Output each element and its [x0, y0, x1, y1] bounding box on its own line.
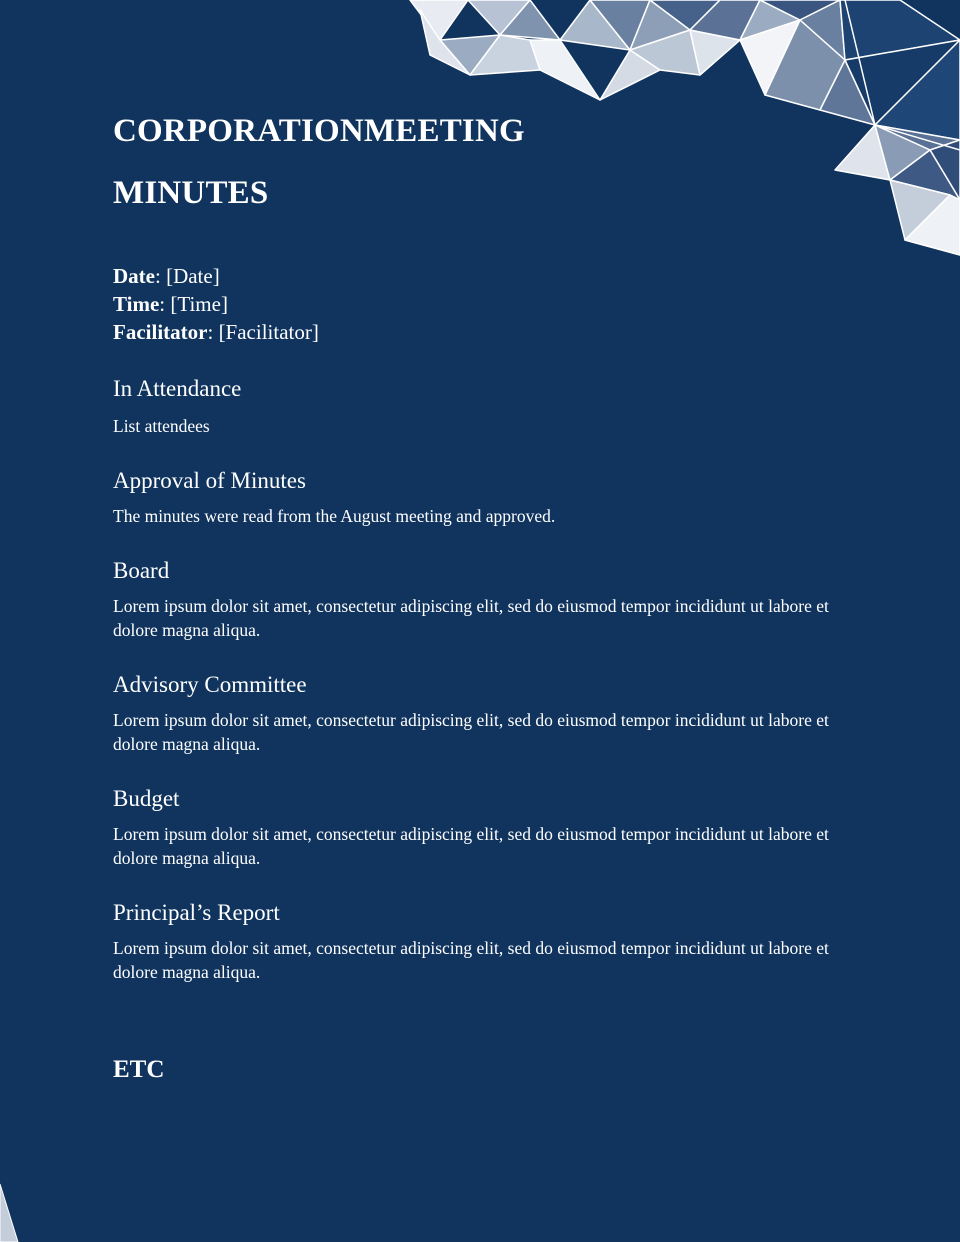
time-value: [Time] [170, 292, 228, 316]
section-principals-report [113, 898, 833, 984]
section-body: List attendees [113, 416, 210, 436]
meeting-time: Time: [Time] [113, 292, 228, 316]
closing-text: ETC [113, 1056, 165, 1083]
section-body: Lorem ipsum dolor sit amet, consectetur adipiscing elit, sed do eiusmod tempor incididunt ut labore et dolore magna aliqua. [113, 710, 829, 754]
section-board [113, 556, 833, 642]
section-heading: Approval of Minutes [113, 468, 306, 493]
date-label: Date [113, 264, 155, 288]
document-body [113, 100, 833, 1086]
document-title-line-1: CORPORATIONMEETING [113, 113, 525, 149]
meeting-date: Date: [Date] [113, 264, 220, 288]
time-label: Time [113, 292, 160, 316]
document-title-line-2: MINUTES [113, 175, 269, 211]
section-heading: Budget [113, 786, 180, 811]
geometric-triangle-fragment [0, 1170, 40, 1242]
section-heading: Board [113, 558, 170, 583]
document-title [113, 100, 833, 224]
meeting-details [113, 262, 833, 346]
section-budget [113, 784, 833, 870]
meeting-facilitator: Facilitator: [Facilitator] [113, 320, 319, 344]
section-heading: Advisory Committee [113, 672, 307, 697]
section-in-attendance [113, 374, 833, 438]
section-body: Lorem ipsum dolor sit amet, consectetur adipiscing elit, sed do eiusmod tempor incididunt ut labore et dolore magna aliqua. [113, 938, 829, 982]
section-body: Lorem ipsum dolor sit amet, consectetur adipiscing elit, sed do eiusmod tempor incididunt ut labore et dolore magna aliqua. [113, 596, 829, 640]
facilitator-label: Facilitator [113, 320, 208, 344]
section-heading: In Attendance [113, 376, 242, 401]
section-body: The minutes were read from the August meeting and approved. [113, 506, 556, 526]
section-heading: Principal’s Report [113, 900, 280, 925]
facilitator-value: [Facilitator] [218, 320, 319, 344]
section-advisory-committee [113, 670, 833, 756]
section-body: Lorem ipsum dolor sit amet, consectetur adipiscing elit, sed do eiusmod tempor incididunt ut labore et dolore magna aliqua. [113, 824, 829, 868]
date-value: [Date] [166, 264, 220, 288]
section-approval-of-minutes [113, 466, 833, 528]
